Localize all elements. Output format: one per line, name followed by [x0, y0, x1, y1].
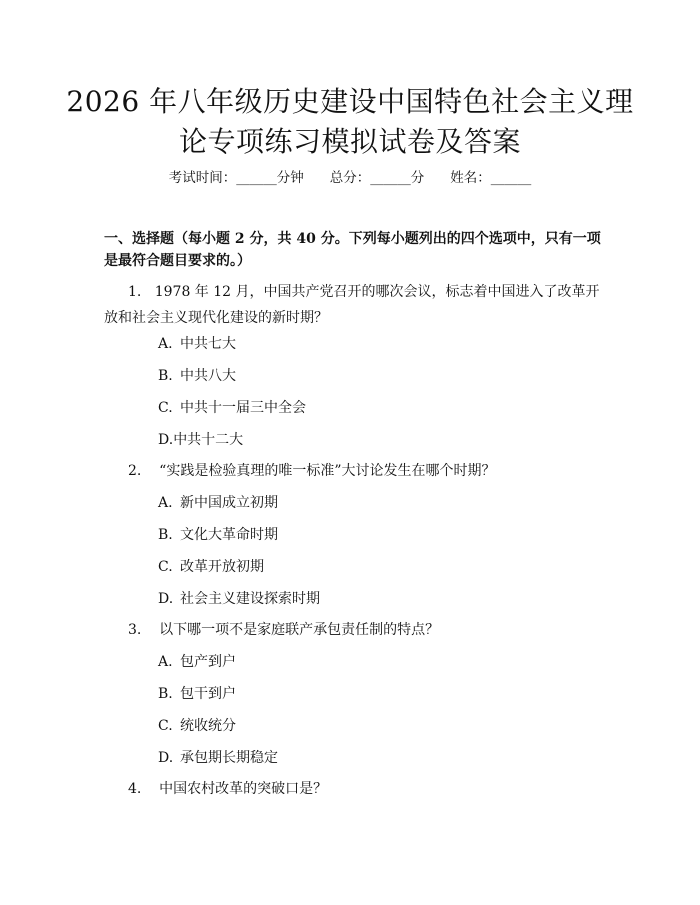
exam-title-line-2: 论专项练习模拟试卷及答案 — [178, 125, 521, 158]
option-letter: B. — [158, 686, 173, 702]
question-1-option-a — [158, 333, 236, 355]
question-number: 4. — [128, 781, 142, 797]
option-letter: A. — [158, 336, 173, 352]
question-2-option-b — [158, 524, 278, 546]
question-text: 以下哪一项不是家庭联产承包责任制的特点？ — [159, 622, 440, 638]
question-2-option-a — [158, 492, 278, 514]
option-letter: C. — [158, 400, 173, 416]
question-3-option-b — [158, 683, 236, 705]
question-2-option-c — [158, 556, 264, 578]
question-text: 1978 年 12 月，中国共产党召开的哪次会议，标志着中国进入了改革开放和社会主义现代化建设的新时期？ — [104, 284, 600, 326]
option-text: 中共十二大 — [173, 432, 244, 448]
total-score-field: 总分：______分 — [329, 170, 425, 186]
option-letter: D. — [158, 591, 174, 607]
section-heading: 一、选择题（每小题 2 分，共 40 分。下列每小题列出的四个选项中，只有一项是最符合题目要求的。） — [104, 231, 601, 269]
question-3-option-a — [158, 651, 236, 673]
question-1-option-d — [158, 429, 243, 451]
option-letter: D. — [158, 750, 174, 766]
option-text: 中共七大 — [180, 336, 236, 352]
option-letter: C. — [158, 559, 173, 575]
option-letter: B. — [158, 368, 173, 384]
exam-time-field: 考试时间：______分钟 — [168, 170, 304, 186]
option-text: 中共八大 — [180, 368, 236, 384]
student-name-field: 姓名：______ — [450, 170, 532, 186]
option-letter: D. — [158, 432, 174, 448]
option-letter: A. — [158, 654, 173, 670]
option-letter: A. — [158, 495, 173, 511]
question-4 — [128, 778, 327, 800]
question-number: 3. — [128, 622, 142, 638]
question-1-option-b — [158, 365, 236, 387]
question-2 — [128, 460, 496, 482]
option-text: 统收统分 — [180, 718, 236, 734]
option-text: 社会主义建设探索时期 — [180, 591, 320, 607]
question-number: 1. — [128, 284, 142, 300]
option-text: 新中国成立初期 — [180, 495, 278, 511]
question-3 — [128, 619, 439, 641]
option-letter: B. — [158, 527, 173, 543]
option-text: 中共十一届三中全会 — [180, 400, 306, 416]
exam-title-line-1: 2026 年八年级历史建设中国特色社会主义理 — [66, 85, 634, 118]
option-text: 改革开放初期 — [180, 559, 264, 575]
option-text: 包干到户 — [180, 686, 236, 702]
option-text: 文化大革命时期 — [180, 527, 278, 543]
question-3-option-c — [158, 715, 236, 737]
question-3-option-d — [158, 747, 278, 769]
option-letter: C. — [158, 718, 173, 734]
option-text: 承包期长期稳定 — [180, 750, 278, 766]
question-2-option-d — [158, 588, 320, 610]
question-number: 2. — [128, 463, 142, 479]
question-text: 中国农村改革的突破口是？ — [159, 781, 328, 797]
option-text: 包产到户 — [180, 654, 236, 670]
question-text: “实践是检验真理的唯一标准”大讨论发生在哪个时期？ — [159, 463, 496, 479]
question-1-option-c — [158, 397, 306, 419]
question-1 — [104, 279, 604, 331]
exam-meta — [0, 168, 700, 188]
